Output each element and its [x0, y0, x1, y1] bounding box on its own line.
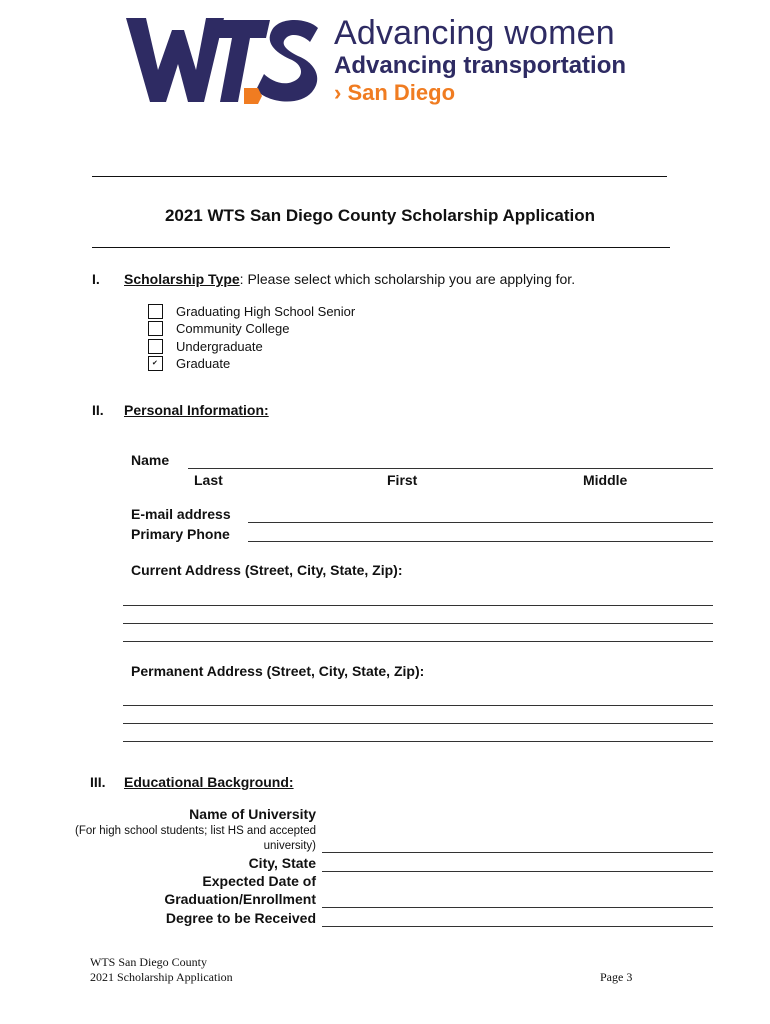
name-part-first: First — [387, 472, 418, 488]
section-2-heading: Personal Information: — [124, 402, 269, 418]
current-address-line-1[interactable] — [123, 605, 713, 606]
city-state-field[interactable] — [322, 871, 713, 872]
section-3-heading: Educational Background: — [124, 774, 294, 790]
checkbox-undergraduate[interactable] — [148, 339, 163, 354]
title-bottom-rule — [92, 247, 670, 248]
section-1-heading: Scholarship Type: Please select which scholarship you are applying for. — [124, 271, 576, 287]
degree-label: Degree to be Received — [165, 910, 316, 926]
current-address-line-3[interactable] — [123, 641, 713, 642]
option-graduate[interactable]: ✔ Graduate — [148, 356, 230, 371]
option-high-school-senior[interactable]: Graduating High School Senior — [148, 304, 355, 319]
email-label: E-mail address — [131, 506, 231, 522]
permanent-address-line-2[interactable] — [123, 723, 713, 724]
form-title: 2021 WTS San Diego County Scholarship Application — [164, 206, 596, 225]
page-number: Page 3 — [600, 970, 633, 984]
expected-date-field[interactable] — [322, 907, 713, 908]
tagline-advancing-women: Advancing women — [334, 14, 615, 52]
city-state-label: City, State — [248, 855, 316, 871]
tagline-advancing-transportation: Advancing transportation — [334, 52, 627, 79]
wts-logo-mark — [126, 18, 318, 102]
permanent-address-line-1[interactable] — [123, 705, 713, 706]
phone-label: Primary Phone — [131, 526, 230, 542]
permanent-address-line-3[interactable] — [123, 741, 713, 742]
option-community-college[interactable]: Community College — [148, 321, 289, 336]
phone-field[interactable] — [248, 541, 713, 542]
chevron-right-icon: › — [334, 80, 342, 105]
permanent-address-label: Permanent Address (Street, City, State, Zip): — [131, 663, 425, 679]
expected-date-label-1: Expected Date of — [202, 873, 316, 889]
university-label: Name of University — [189, 806, 316, 822]
name-label: Name — [131, 452, 170, 468]
section-1-numeral: I. — [92, 271, 100, 287]
university-note: (For high school students; list HS and accepted university) — [75, 825, 316, 852]
current-address-label: Current Address (Street, City, State, Zip): — [131, 562, 403, 578]
wts-logo — [120, 12, 325, 107]
checkbox-high-school-senior[interactable] — [148, 304, 163, 319]
tagline-san-diego: › San Diego — [334, 80, 456, 105]
name-part-last: Last — [194, 472, 223, 488]
email-field[interactable] — [248, 522, 713, 523]
name-part-middle: Middle — [583, 472, 628, 488]
title-top-rule — [92, 176, 667, 177]
section-3-numeral: III. — [90, 774, 106, 790]
checkbox-graduate[interactable] — [148, 356, 163, 371]
section-2-numeral: II. — [92, 402, 104, 418]
expected-date-label-2: Graduation/Enrollment — [164, 891, 316, 907]
checkbox-community-college[interactable] — [148, 321, 163, 336]
degree-field[interactable] — [322, 926, 713, 927]
footer-doc: 2021 Scholarship Application — [90, 970, 233, 984]
option-undergraduate[interactable]: Undergraduate — [148, 339, 263, 354]
name-field[interactable] — [188, 468, 713, 469]
current-address-line-2[interactable] — [123, 623, 713, 624]
university-field[interactable] — [322, 852, 713, 853]
footer-org: WTS San Diego County — [90, 955, 207, 969]
